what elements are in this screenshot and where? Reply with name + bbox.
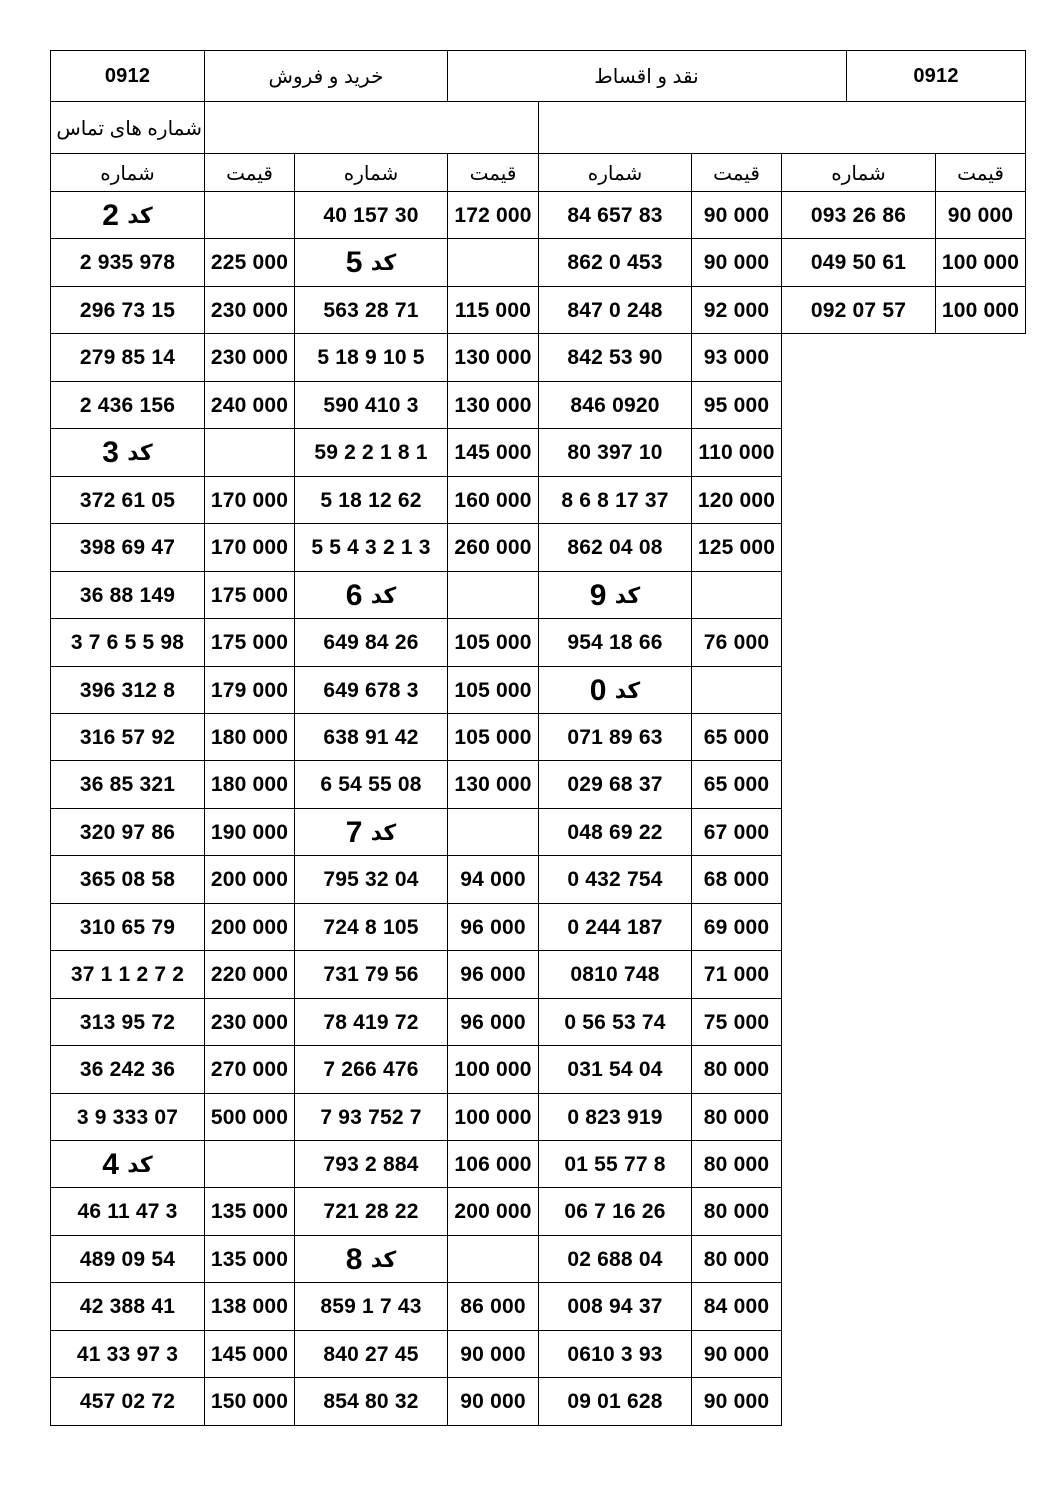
number-4-cell: 093 26 86 [781, 192, 936, 239]
code-header-2 [50, 192, 205, 239]
price-1-cell: 190 000 [204, 809, 295, 856]
number-2-cell: 649 84 26 [294, 619, 448, 667]
price-1-cell: 150 000 [204, 1378, 295, 1426]
price-3-cell: 90 000 [691, 1378, 782, 1426]
price-2-cell: 145 000 [447, 429, 539, 477]
column-header-row [50, 153, 1026, 191]
empty-cell [447, 1236, 539, 1283]
price-1-cell: 270 000 [204, 1046, 295, 1094]
code-header-8 [294, 1236, 448, 1283]
number-2-cell: 590 410 3 [294, 382, 448, 429]
number-3-cell: 0810 748 [538, 951, 692, 999]
price-3-cell: 65 000 [691, 761, 782, 809]
table-row [50, 1140, 782, 1187]
number-3-cell: 846 0920 [538, 382, 692, 429]
code-header-0 [538, 667, 692, 714]
code-number: 5 [345, 246, 363, 279]
table-row [50, 1093, 782, 1140]
price-3-cell: 80 000 [691, 1046, 782, 1094]
table-row [50, 1377, 782, 1425]
price-2-cell: 90 000 [447, 1378, 539, 1426]
buy-sell-title: خرید و فروش [204, 51, 448, 102]
price-1-cell: 200 000 [204, 904, 295, 951]
price-1-cell: 180 000 [204, 761, 295, 809]
price-1-cell: 145 000 [204, 1331, 295, 1378]
number-3-cell: 8 6 8 17 37 [538, 477, 692, 524]
number-3-cell: 954 18 66 [538, 619, 692, 667]
number-2-cell: 731 79 56 [294, 951, 448, 999]
price-1-cell: 138 000 [204, 1283, 295, 1331]
number-1-cell: 316 57 92 [50, 714, 205, 761]
price-2-cell: 94 000 [447, 856, 539, 904]
price-2-cell: 100 000 [447, 1046, 539, 1094]
price-3-cell: 125 000 [691, 524, 782, 572]
price-1-cell: 240 000 [204, 382, 295, 429]
code-header-6 [294, 572, 448, 619]
price-1-cell: 230 000 [204, 287, 295, 334]
price-3-cell: 67 000 [691, 809, 782, 856]
price-2-cell: 130 000 [447, 761, 539, 809]
code-label: کد [127, 1151, 153, 1177]
col-number-1: شماره [50, 154, 205, 192]
price-2-cell: 106 000 [447, 1141, 539, 1188]
number-2-cell: 563 28 71 [294, 287, 448, 334]
code-number: 4 [102, 1147, 120, 1181]
number-2-cell: 638 91 42 [294, 714, 448, 761]
table-row [50, 428, 782, 476]
number-3-cell: 048 69 22 [538, 809, 692, 856]
code-header-3 [50, 429, 205, 477]
number-2-cell: 6 54 55 08 [294, 761, 448, 809]
empty-cell [447, 239, 539, 287]
number-2-cell: 5 5 4 3 2 1 3 [294, 524, 448, 572]
number-1-cell: 489 09 54 [50, 1236, 205, 1283]
price-1-cell: 135 000 [204, 1188, 295, 1236]
number-1-cell: 457 02 72 [50, 1378, 205, 1426]
price-2-cell: 130 000 [447, 334, 539, 382]
table-row [50, 333, 782, 381]
price-4-cell: 90 000 [935, 192, 1026, 239]
number-3-cell: 06 7 16 26 [538, 1188, 692, 1236]
number-2-cell: 854 80 32 [294, 1378, 448, 1426]
price-3-cell: 69 000 [691, 904, 782, 951]
number-1-cell: 365 08 58 [50, 856, 205, 904]
number-2-cell: 59 2 2 1 8 1 [294, 429, 448, 477]
table-row [50, 238, 1026, 286]
price-1-cell: 200 000 [204, 856, 295, 904]
price-3-cell: 93 000 [691, 334, 782, 382]
number-1-cell: 2 935 978 [50, 239, 205, 287]
contact-numbers-label: شماره های تماس [50, 102, 205, 154]
number-1-cell: 372 61 05 [50, 477, 205, 524]
number-3-cell: 847 0 248 [538, 287, 692, 334]
right-prefix: 0912 [846, 51, 1026, 102]
table-row [50, 191, 1026, 238]
code-number: 8 [345, 1242, 363, 1276]
number-1-cell: 279 85 14 [50, 334, 205, 382]
price-3-cell: 80 000 [691, 1188, 782, 1236]
col-number-3: شماره [538, 154, 692, 192]
code-number: 3 [102, 436, 120, 469]
table-row [50, 760, 782, 808]
number-2-cell: 40 157 30 [294, 192, 448, 239]
number-3-cell: 029 68 37 [538, 761, 692, 809]
price-2-cell: 115 000 [447, 287, 539, 334]
number-3-cell: 0 823 919 [538, 1094, 692, 1141]
table-row [50, 618, 782, 666]
number-1-cell: 41 33 97 3 [50, 1331, 205, 1378]
number-1-cell: 310 65 79 [50, 904, 205, 951]
price-2-cell: 200 000 [447, 1188, 539, 1236]
price-1-cell: 179 000 [204, 667, 295, 714]
table-row [50, 286, 1026, 333]
price-3-cell: 68 000 [691, 856, 782, 904]
price-3-cell: 80 000 [691, 1141, 782, 1188]
number-3-cell: 0 432 754 [538, 856, 692, 904]
cash-installment-title: نقد و اقساط [447, 51, 847, 102]
price-2-cell: 96 000 [447, 999, 539, 1046]
price-3-cell: 110 000 [691, 429, 782, 477]
contact-row [50, 101, 1026, 153]
number-1-cell: 42 388 41 [50, 1283, 205, 1331]
col-number-4: شماره [781, 154, 936, 192]
table-row [50, 1330, 782, 1377]
number-1-cell: 398 69 47 [50, 524, 205, 572]
left-prefix: 0912 [50, 51, 205, 102]
number-2-cell: 795 32 04 [294, 856, 448, 904]
number-1-cell: 2 436 156 [50, 382, 205, 429]
price-3-cell: 90 000 [691, 192, 782, 239]
empty-cell [204, 429, 295, 477]
price-1-cell: 500 000 [204, 1094, 295, 1141]
price-2-cell: 160 000 [447, 477, 539, 524]
code-number: 0 [589, 673, 607, 707]
number-2-cell: 840 27 45 [294, 1331, 448, 1378]
table-row [50, 523, 782, 571]
code-header-4 [50, 1141, 205, 1188]
header-row [50, 50, 1026, 101]
table-row [50, 666, 782, 713]
number-2-cell: 5 18 12 62 [294, 477, 448, 524]
price-3-cell: 80 000 [691, 1094, 782, 1141]
number-3-cell: 031 54 04 [538, 1046, 692, 1094]
col-price-1: قیمت [204, 154, 295, 192]
code-label: کد [127, 440, 153, 465]
price-3-cell: 90 000 [691, 1331, 782, 1378]
price-2-cell: 90 000 [447, 1331, 539, 1378]
price-3-cell: 75 000 [691, 999, 782, 1046]
table-row [50, 1187, 782, 1235]
price-4-cell: 100 000 [935, 287, 1026, 334]
code-number: 6 [345, 578, 363, 612]
table-border-right-group [50, 333, 1026, 334]
table-border-bottom [50, 1425, 782, 1426]
table-row [50, 808, 782, 855]
price-2-cell: 260 000 [447, 524, 539, 572]
empty-cell [691, 667, 782, 714]
price-2-cell: 105 000 [447, 667, 539, 714]
price-3-cell: 95 000 [691, 382, 782, 429]
number-2-cell: 7 93 752 7 [294, 1094, 448, 1141]
number-2-cell: 5 18 9 10 5 [294, 334, 448, 382]
table-row [50, 1235, 782, 1282]
number-3-cell: 0 244 187 [538, 904, 692, 951]
number-1-cell: 36 85 321 [50, 761, 205, 809]
col-price-2: قیمت [447, 154, 539, 192]
number-4-cell: 049 50 61 [781, 239, 936, 287]
number-3-cell: 0610 3 93 [538, 1331, 692, 1378]
number-3-cell: 02 688 04 [538, 1236, 692, 1283]
table-row [50, 1045, 782, 1093]
number-1-cell: 46 11 47 3 [50, 1188, 205, 1236]
number-3-cell: 071 89 63 [538, 714, 692, 761]
empty-cell [204, 192, 295, 239]
col-number-2: شماره [294, 154, 448, 192]
number-1-cell: 396 312 8 [50, 667, 205, 714]
price-1-cell: 170 000 [204, 477, 295, 524]
number-3-cell: 09 01 628 [538, 1378, 692, 1426]
number-1-cell: 36 242 36 [50, 1046, 205, 1094]
number-1-cell: 313 95 72 [50, 999, 205, 1046]
code-label: کد [127, 202, 153, 228]
empty-cell [447, 809, 539, 856]
price-3-cell: 76 000 [691, 619, 782, 667]
table-row [50, 1282, 782, 1330]
empty-cell [447, 572, 539, 619]
col-price-4: قیمت [935, 154, 1026, 192]
price-1-cell: 220 000 [204, 951, 295, 999]
price-3-cell: 84 000 [691, 1283, 782, 1331]
col-price-3: قیمت [691, 154, 782, 192]
price-3-cell: 71 000 [691, 951, 782, 999]
price-3-cell: 65 000 [691, 714, 782, 761]
code-label: کد [370, 250, 397, 275]
code-label: کد [370, 819, 397, 845]
code-number: 7 [345, 815, 363, 849]
number-2-cell: 7 266 476 [294, 1046, 448, 1094]
number-2-cell: 78 419 72 [294, 999, 448, 1046]
table-row [50, 571, 782, 618]
price-2-cell: 172 000 [447, 192, 539, 239]
price-1-cell: 230 000 [204, 999, 295, 1046]
number-3-cell: 842 53 90 [538, 334, 692, 382]
number-2-cell: 859 1 7 43 [294, 1283, 448, 1331]
number-1-cell: 3 7 6 5 5 98 [50, 619, 205, 667]
code-label: کد [370, 582, 397, 608]
price-2-cell: 130 000 [447, 382, 539, 429]
number-3-cell: 84 657 83 [538, 192, 692, 239]
price-1-cell: 225 000 [204, 239, 295, 287]
number-1-cell: 296 73 15 [50, 287, 205, 334]
table-row [50, 950, 782, 998]
table-row [50, 476, 782, 523]
price-1-cell: 175 000 [204, 572, 295, 619]
number-3-cell: 862 04 08 [538, 524, 692, 572]
price-2-cell: 96 000 [447, 904, 539, 951]
empty-cell [691, 572, 782, 619]
price-3-cell: 80 000 [691, 1236, 782, 1283]
number-1-cell: 3 9 333 07 [50, 1094, 205, 1141]
table-row [50, 381, 782, 428]
number-3-cell: 008 94 37 [538, 1283, 692, 1331]
number-3-cell: 0 56 53 74 [538, 999, 692, 1046]
price-4-cell: 100 000 [935, 239, 1026, 287]
code-header-9 [538, 572, 692, 619]
contact-blank-left [204, 102, 539, 154]
price-2-cell: 100 000 [447, 1094, 539, 1141]
price-2-cell: 96 000 [447, 951, 539, 999]
code-header-7 [294, 809, 448, 856]
code-label: کد [614, 677, 641, 703]
code-number: 2 [102, 198, 120, 232]
number-4-cell: 092 07 57 [781, 287, 936, 334]
table-row [50, 855, 782, 903]
empty-cell [204, 1141, 295, 1188]
number-3-cell: 80 397 10 [538, 429, 692, 477]
price-3-cell: 92 000 [691, 287, 782, 334]
code-header-5 [294, 239, 448, 287]
number-2-cell: 793 2 884 [294, 1141, 448, 1188]
code-number: 9 [589, 578, 607, 612]
table-row [50, 713, 782, 760]
number-3-cell: 01 55 77 8 [538, 1141, 692, 1188]
price-1-cell: 180 000 [204, 714, 295, 761]
price-2-cell: 86 000 [447, 1283, 539, 1331]
number-1-cell: 36 88 149 [50, 572, 205, 619]
price-2-cell: 105 000 [447, 619, 539, 667]
price-1-cell: 135 000 [204, 1236, 295, 1283]
table-row [50, 903, 782, 950]
contact-blank-right [538, 102, 1026, 154]
number-2-cell: 724 8 105 [294, 904, 448, 951]
code-label: کد [370, 1246, 397, 1272]
number-1-cell: 37 1 1 2 7 2 [50, 951, 205, 999]
number-2-cell: 721 28 22 [294, 1188, 448, 1236]
number-3-cell: 862 0 453 [538, 239, 692, 287]
price-3-cell: 90 000 [691, 239, 782, 287]
number-2-cell: 649 678 3 [294, 667, 448, 714]
table-row [50, 998, 782, 1045]
code-label: کد [614, 582, 641, 608]
price-1-cell: 170 000 [204, 524, 295, 572]
price-2-cell: 105 000 [447, 714, 539, 761]
price-1-cell: 230 000 [204, 334, 295, 382]
price-3-cell: 120 000 [691, 477, 782, 524]
price-1-cell: 175 000 [204, 619, 295, 667]
number-1-cell: 320 97 86 [50, 809, 205, 856]
